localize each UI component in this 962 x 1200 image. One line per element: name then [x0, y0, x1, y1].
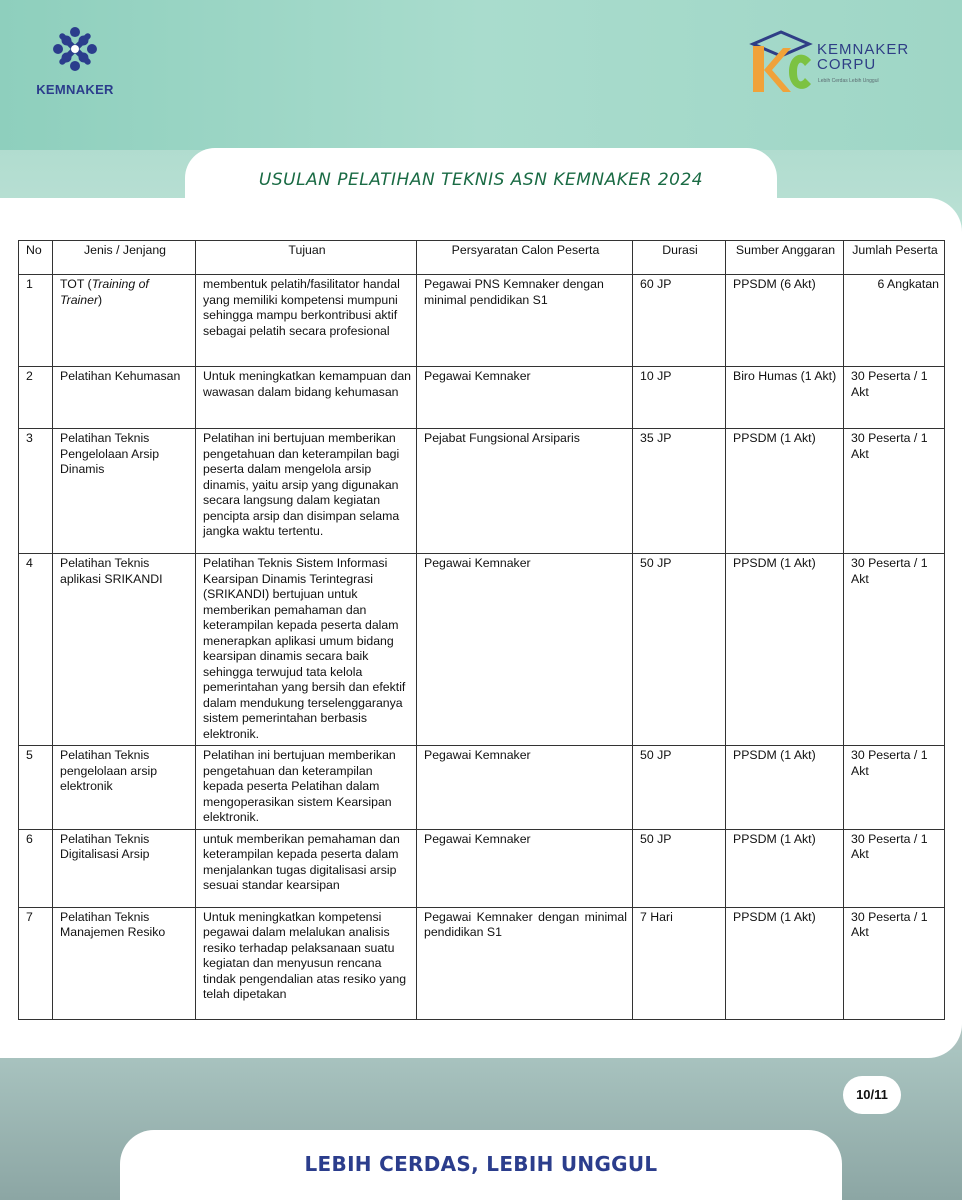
table-header-row: [19, 241, 945, 275]
cell-sumber: PPSDM (1 Akt): [726, 429, 844, 554]
header-persyaratan: Persyaratan Calon Peserta: [417, 241, 633, 275]
cell-durasi: 7 Hari: [633, 907, 726, 1019]
cell-durasi: 50 JP: [633, 746, 726, 830]
cell-sumber: PPSDM (6 Akt): [726, 275, 844, 367]
cell-tujuan: untuk memberikan pemahaman dan keterampilan kepada peserta dalam menjalankan tugas digitalisasi arsip sesuai standar kearsipan: [196, 829, 417, 907]
table-row: [19, 367, 945, 429]
cell-tujuan: membentuk pelatih/fasilitator handal yang memiliki kompetensi mumpuni sehingga mampu berkontribusi aktif sebagai pelatih secara profesional: [196, 275, 417, 367]
header-no: No: [19, 241, 53, 275]
cell-sumber: PPSDM (1 Akt): [726, 907, 844, 1019]
cell-sumber: PPSDM (1 Akt): [726, 746, 844, 830]
cell-no: 5: [19, 746, 53, 830]
cell-no: 7: [19, 907, 53, 1019]
cell-persyaratan: Pejabat Fungsional Arsiparis: [417, 429, 633, 554]
cell-persyaratan: Pegawai Kemnaker: [417, 554, 633, 746]
cell-durasi: 10 JP: [633, 367, 726, 429]
corpu-logo-tagline: Lebih Cerdas Lebih Unggul: [818, 78, 879, 84]
corpu-logo-title: KEMNAKER CORPU: [817, 41, 910, 73]
page-number: 10/11: [843, 1076, 901, 1114]
kemnaker-emblem-icon: [44, 18, 106, 80]
cell-sumber: PPSDM (1 Akt): [726, 829, 844, 907]
header-durasi: Durasi: [633, 241, 726, 275]
cell-jenis: Pelatihan Teknis Manajemen Resiko: [53, 907, 196, 1019]
cell-tujuan: Pelatihan Teknis Sistem Informasi Kearsipan Dinamis Terintegrasi (SRIKANDI) bertujuan untuk memberikan pemahaman dan keterampilan kepada peserta dalam menerapkan aplikasi umum bidang kearsipan dinamis secara baik sehingga terwujud tata kelola pemerintahan yang bersih dan efektif dalam mendukung terselenggaranya sistem pemerintahan berbasis elektronik.: [196, 554, 417, 746]
kc-monogram-icon: [745, 30, 815, 96]
table-row: [19, 746, 945, 830]
header-jumlah: Jumlah Peserta: [844, 241, 945, 275]
cell-jenis: Pelatihan Teknis Digitalisasi Arsip: [53, 829, 196, 907]
cell-tujuan: Pelatihan ini bertujuan memberikan pengetahuan dan keterampilan bagi peserta dalam mengelola arsip dinamis, yaitu arsip yang digunakan secara langsung dalam kegiatan pencipta arsip dan disimpan selama jangka waktu tertentu.: [196, 429, 417, 554]
cell-jenis: TOT (Training of Trainer): [53, 275, 196, 367]
table-row: [19, 275, 945, 367]
cell-jumlah: 30 Peserta / 1 Akt: [844, 367, 945, 429]
cell-jenis: Pelatihan Teknis Pengelolaan Arsip Dinamis: [53, 429, 196, 554]
cell-jumlah: 6 Angkatan: [844, 275, 945, 367]
cell-jumlah: 30 Peserta / 1 Akt: [844, 746, 945, 830]
footer-tagline: LEBIH CERDAS, LEBIH UNGGUL: [304, 1152, 658, 1176]
cell-jumlah: 30 Peserta / 1 Akt: [844, 907, 945, 1019]
cell-persyaratan: Pegawai Kemnaker: [417, 829, 633, 907]
cell-no: 2: [19, 367, 53, 429]
cell-jumlah: 30 Peserta / 1 Akt: [844, 429, 945, 554]
table-row: [19, 554, 945, 746]
header-jenis: Jenis / Jenjang: [53, 241, 196, 275]
table-row: [19, 429, 945, 554]
cell-persyaratan: Pegawai Kemnaker: [417, 367, 633, 429]
kemnaker-logo: [30, 18, 120, 108]
training-table: [18, 240, 945, 1020]
cell-no: 4: [19, 554, 53, 746]
page-title: USULAN PELATIHAN TEKNIS ASN KEMNAKER 2024: [258, 170, 704, 190]
cell-tujuan: Untuk meningkatkan kemampuan dan wawasan dalam bidang kehumasan: [196, 367, 417, 429]
cell-persyaratan: Pegawai PNS Kemnaker dengan minimal pendidikan S1: [417, 275, 633, 367]
cell-no: 6: [19, 829, 53, 907]
cell-jenis: Pelatihan Kehumasan: [53, 367, 196, 429]
cell-no: 1: [19, 275, 53, 367]
kemnaker-corpu-logo: [745, 30, 935, 100]
cell-jumlah: 30 Peserta / 1 Akt: [844, 554, 945, 746]
cell-tujuan: Pelatihan ini bertujuan memberikan pengetahuan dan keterampilan kepada peserta Pelatihan dalam mengoperasikan sistem Kearsipan elektronik.: [196, 746, 417, 830]
cell-persyaratan: Pegawai Kemnaker: [417, 746, 633, 830]
cell-jenis: Pelatihan Teknis pengelolaan arsip elektronik: [53, 746, 196, 830]
header-tujuan: Tujuan: [196, 241, 417, 275]
cell-jenis: Pelatihan Teknis aplikasi SRIKANDI: [53, 554, 196, 746]
header-sumber: Sumber Anggaran: [726, 241, 844, 275]
table-row: [19, 829, 945, 907]
cell-durasi: 60 JP: [633, 275, 726, 367]
cell-persyaratan: Pegawai Kemnaker dengan minimal pendidikan S1: [417, 907, 633, 1019]
kemnaker-logo-text: KEMNAKER: [36, 82, 114, 97]
cell-durasi: 50 JP: [633, 829, 726, 907]
cell-sumber: PPSDM (1 Akt): [726, 554, 844, 746]
cell-durasi: 35 JP: [633, 429, 726, 554]
cell-sumber: Biro Humas (1 Akt): [726, 367, 844, 429]
cell-no: 3: [19, 429, 53, 554]
cell-jumlah: 30 Peserta / 1 Akt: [844, 829, 945, 907]
cell-durasi: 50 JP: [633, 554, 726, 746]
cell-tujuan: Untuk meningkatkan kompetensi pegawai dalam melalukan analisis resiko terhadap pelaksanaan suatu kegiatan dan menyusun rencana tindak pengendalian atas resiko yang telah dipetakan: [196, 907, 417, 1019]
table-row: [19, 907, 945, 1019]
